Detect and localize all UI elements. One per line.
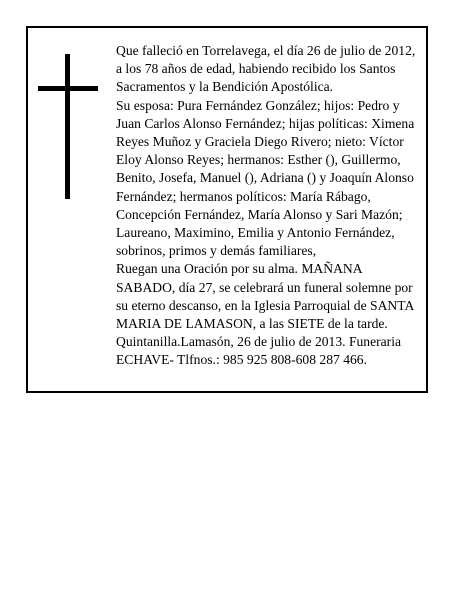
death-announcement: Que falleció en Torrelavega, el día 26 de julio de 2012, a los 78 años de edad, habiendo recibido los Santos Sacramentos y la Bendición Apostólica. <box>116 43 416 95</box>
cross-horizontal-bar <box>38 86 98 91</box>
notice-text <box>116 42 418 370</box>
cross-vertical-bar <box>65 54 70 199</box>
family-list: Su esposa: Pura Fernández González; hijos: Pedro y Juan Carlos Alonso Fernández; hijas políticas: Ximena Reyes Muñoz y Graciela Diego Rivero; nieto: Víctor Eloy Alonso Reyes; hermanos: Esther (), Guillermo, Benito, Josefa, Manuel (), Adriana () y Joaquín Alonso Fernández; hermanos políticos: María Rábago, Concepción Fernández, María Alonso y Sari Mazón; Laureano, Maximino, Emilia y Antonio Fernández, sobrinos, primos y demás familiares, <box>116 97 415 259</box>
place-date-contact: Quintanilla.Lamasón, 26 de julio de 2013. Funeraria ECHAVE- Tlfnos.: 985 925 808-608 287 466. <box>116 334 402 368</box>
obituary-notice <box>26 26 428 393</box>
funeral-details: Ruegan una Oración por su alma. MAÑANA SABADO, día 27, se celebrará un funeral solemne por su eterno descanso, en la Iglesia Parroquial de SANTA MARIA DE LAMASON, a las SIETE de la tarde. <box>116 261 414 332</box>
cross-icon <box>38 54 98 199</box>
